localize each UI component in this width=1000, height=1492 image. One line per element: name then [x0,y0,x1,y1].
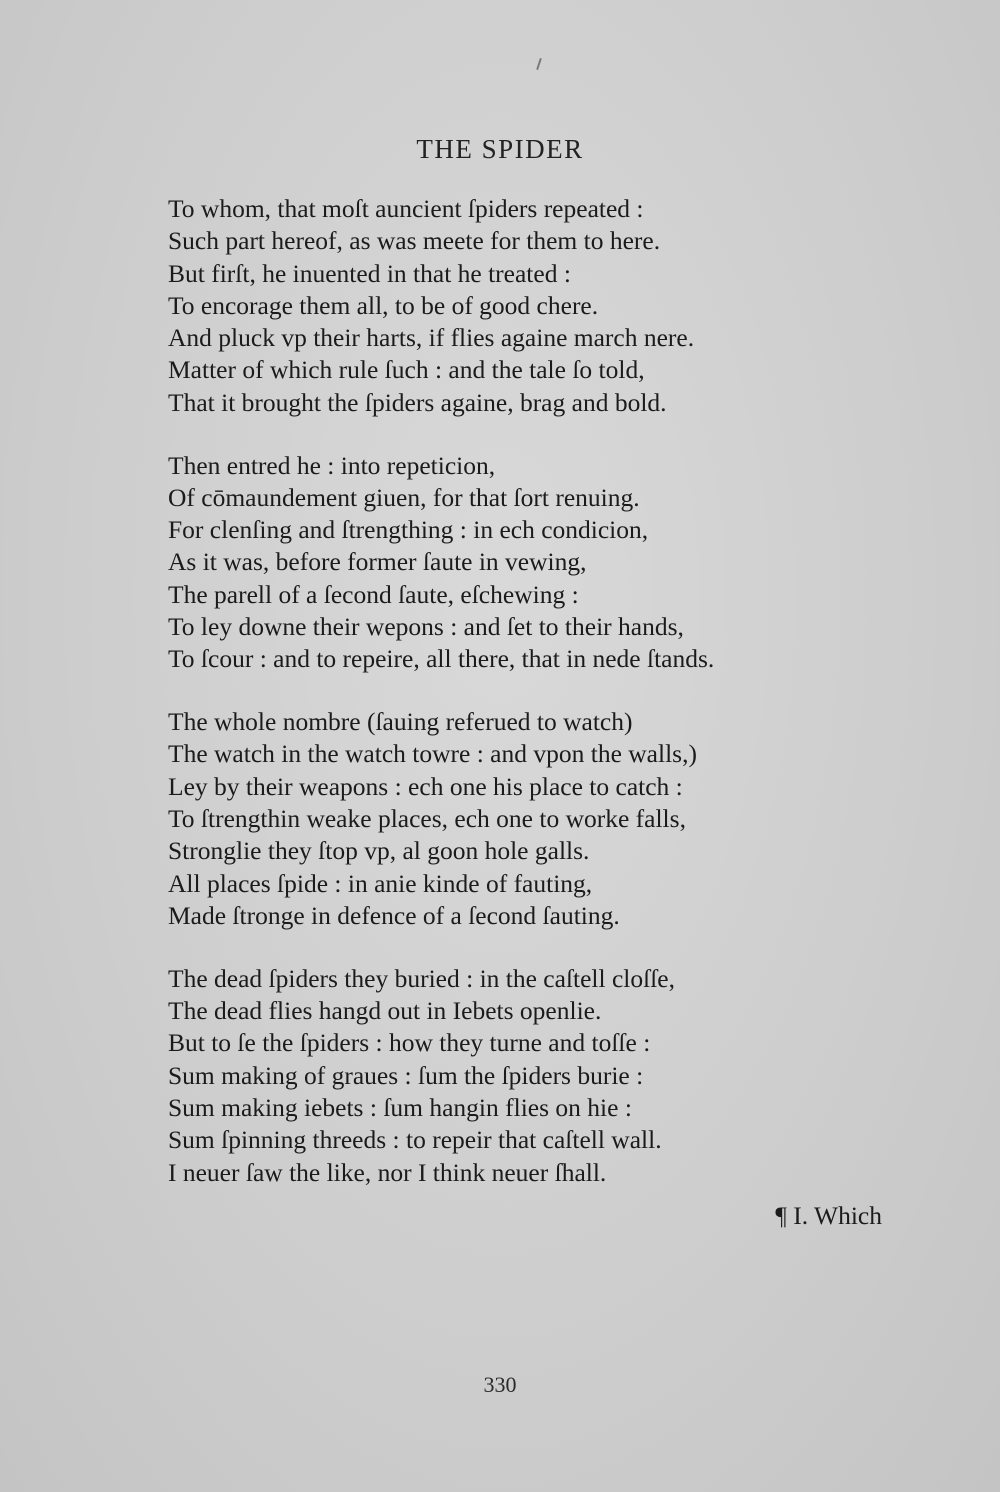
stanza [168,963,868,1189]
verse-line: To ley downe their wepons : and ſet to their hands, [168,612,684,642]
page-number: 330 [483,1372,517,1397]
verse-line: As it was, before former ſaute in vewing, [168,547,587,577]
verse-line: Stronglie they ſtop vp, al goon hole galls. [168,836,590,866]
verse-line: The parell of a ſecond ſaute, eſchewing : [168,579,579,609]
verse-line: To ſtrengthin weake places, ech one to worke falls, [168,804,686,834]
verse-line: Sum making iebets : ſum hangin flies on hie : [168,1092,632,1122]
poem-body [168,193,868,1219]
stanza [168,450,868,676]
verse-line: Sum making of graues : ſum the ſpiders burie : [168,1060,644,1090]
verse-line: Made ſtronge in defence of a ſecond ſauting. [168,900,620,930]
verse-line: Of cōmaundement giuen, for that ſort renuing. [168,482,640,512]
verse-line: All places ſpide : in anie kinde of fauting, [168,868,593,898]
verse-line: To whom, that moſt auncient ſpiders repeated : [168,194,644,223]
verse-line: The whole nombre (ſauing referued to watch) [168,707,633,737]
verse-line: To ſcour : and to repeire, all there, that in nede ſtands. [168,644,715,674]
verse-line: But to ſe the ſpiders : how they turne and toſſe : [168,1028,651,1058]
verse-line: The dead ſpiders they buried : in the caſtell cloſſe, [168,963,675,993]
verse-line: Matter of which rule ſuch : and the tale ſo told, [168,355,645,385]
verse-line: And pluck vp their harts, if flies againe march nere. [168,323,695,353]
stanza [168,706,868,932]
verse-line: To encorage them all, to be of good chere. [168,290,599,320]
verse-line: Such part hereof, as was meete for them to here. [168,226,661,256]
verse-line: The watch in the watch towre : and vpon the walls,) [168,739,697,769]
catchword: ¶ I. Which [775,1201,882,1230]
running-title: THE SPIDER [416,134,584,164]
verse-line: Sum ſpinning threeds : to repeir that caſtell wall. [168,1125,662,1155]
verse-line: Ley by their weapons : ech one his place to catch : [168,771,683,801]
verse-line: That it brought the ſpiders againe, brag and bold. [168,387,667,417]
stanza [168,193,868,419]
verse-line: I neuer ſaw the like, nor I think neuer ſhall. [168,1157,607,1187]
verse-line: The dead flies hangd out in Iebets openlie. [168,996,602,1026]
verse-line: But firſt, he inuented in that he treated : [168,258,571,288]
verse-line: For clenſing and ſtrengthing : in ech condicion, [168,515,649,545]
ink-mark [536,58,542,70]
verse-line: Then entred he : into repeticion, [168,450,496,480]
